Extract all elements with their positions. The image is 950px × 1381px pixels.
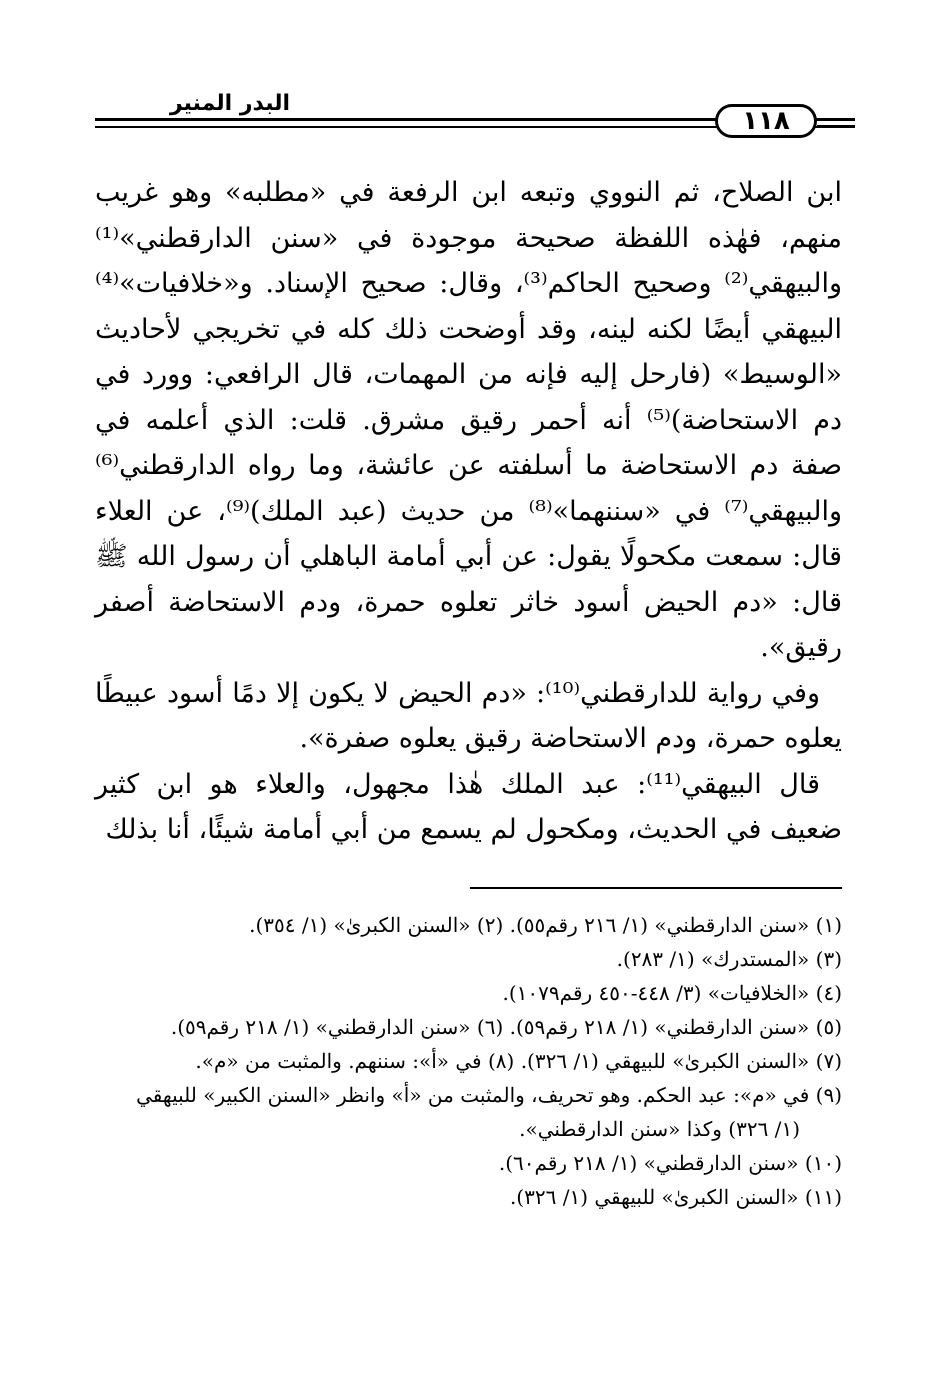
main-text	[95, 170, 842, 853]
page-number-ornament	[817, 119, 855, 127]
page-header	[95, 88, 855, 140]
footnote-line: (١/ ٣٢٦) وكذا «سنن الدارقطني».	[519, 1117, 800, 1141]
body-paragraph-1: ابن الصلاح، ثم النووي وتبعه ابن الرفعة في «مطلبه» وهو غريب منهم، فهٰذه اللفظة صحيحة موجودة في «سنن الدارقطني»⁽¹⁾ والبيهقي⁽²⁾ وصحيح الحاكم⁽³⁾، وقال: صحيح الإسناد. و«خلافيات»⁽⁴⁾ البيهقي أيضًا لكنه لينه، وقد أوضحت ذلك كله في تخريجي لأحاديث «الوسيط» (فارحل إليه فإنه من المهمات، قال الرافعي: وورد في دم الاستحاضة)⁽⁵⁾ أنه أحمر رقيق مشرق. قلت: الذي أعلمه في صفة دم الاستحاضة ما أسلفته عن عائشة، وما رواه الدارقطني⁽⁶⁾ والبيهقي⁽⁷⁾ في «سننهما»⁽⁸⁾ من حديث (عبد الملك)⁽⁹⁾، عن العلاء قال: سمعت مكحولًا يقول: عن أبي أمامة الباهلي أن رسول الله ﷺ قال: «دم الحيض أسود خاثر تعلوه حمرة، ودم الاستحاضة أصفر رقيق».	[95, 177, 843, 663]
footnote-line: (٩) في «م»: عبد الحكم. وهو تحريف، والمثبت من «أ» وانظر «السنن الكبير» للبيهقي	[136, 1083, 842, 1107]
footnote-line: (٥) «سنن الدارقطني» (١/ ٢١٨ رقم٥٩). (٦) «سنن الدارقطني» (١/ ٢١٨ رقم٥٩).	[170, 1015, 842, 1039]
footnotes	[100, 908, 842, 1214]
footnote-divider	[470, 887, 842, 889]
footnote-line: (٣) «المستدرك» (١/ ٢٨٣).	[616, 947, 842, 971]
footnote-line: (٧) «السنن الكبرىٰ» للبيهقي (١/ ٣٢٦). (٨) في «أ»: سننهم. والمثبت من «م».	[195, 1049, 842, 1073]
footnote-line: (١١) «السنن الكبرىٰ» للبيهقي (١/ ٣٢٦).	[509, 1185, 842, 1209]
footnote-line: (١٠) «سنن الدارقطني» (١/ ٢١٨ رقم٦٠).	[498, 1151, 842, 1175]
body-paragraph-3: قال البيهقي⁽¹¹⁾: عبد الملك هٰذا مجهول، والعلاء هو ابن كثير ضعيف في الحديث، ومكحول لم يسمع من أبي أمامة شيئًا، أنا بذلك	[95, 768, 842, 845]
body-paragraph-2: وفي رواية للدارقطني⁽¹⁰⁾: «دم الحيض لا يكون إلا دمًا أسود عبيطًا يعلوه حمرة، ودم الاستحاضة رقيق يعلوه صفرة».	[95, 677, 842, 754]
footnote-line: (١) «سنن الدارقطني» (١/ ٢١٦ رقم٥٥). (٢) «السنن الكبرىٰ» (١/ ٣٥٤).	[249, 913, 842, 937]
footnote-line: (٤) «الخلافيات» (٣/ ٤٤٨-٤٥٠ رقم١٠٧٩).	[502, 981, 842, 1005]
page-number: ١١٨	[715, 104, 817, 138]
running-title: البدر المنير	[169, 91, 290, 116]
